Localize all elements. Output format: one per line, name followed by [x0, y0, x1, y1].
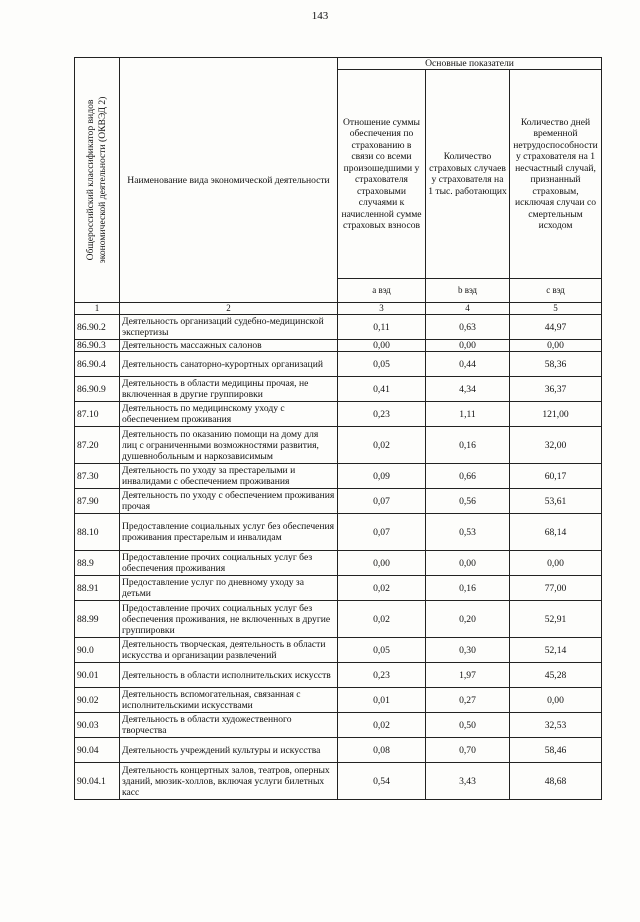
okved-code-cell: 90.01: [75, 663, 120, 688]
value-c-cell: 53,61: [510, 489, 602, 514]
value-a-cell: 0,23: [338, 663, 426, 688]
table-row: [75, 576, 602, 601]
value-c-cell: 58,46: [510, 738, 602, 763]
indicators-table: [74, 57, 602, 800]
col-b-symbol: b вэд: [426, 279, 510, 303]
okved-code-cell: 88.99: [75, 601, 120, 638]
activity-name-cell: Деятельность по уходу с обеспечением проживания прочая: [120, 489, 338, 514]
value-c-cell: 32,00: [510, 427, 602, 464]
table-body: [75, 315, 602, 800]
page-number: 143: [311, 10, 329, 22]
activity-name-cell: Деятельность в области медицины прочая, не включенная в другие группировки: [120, 377, 338, 402]
table-row: [75, 551, 602, 576]
value-b-cell: 0,00: [426, 551, 510, 576]
activity-name-cell: Предоставление услуг по дневному уходу за детьми: [120, 576, 338, 601]
activity-name-cell: Предоставление прочих социальных услуг без обеспечения проживания: [120, 551, 338, 576]
activity-name-cell: Деятельность вспомогательная, связанная с исполнительскими искусствами: [120, 688, 338, 713]
value-b-cell: 0,00: [426, 340, 510, 352]
value-a-cell: 0,02: [338, 601, 426, 638]
value-a-cell: 0,05: [338, 352, 426, 377]
column-number: 2: [120, 303, 338, 315]
okved-code-cell: 87.30: [75, 464, 120, 489]
value-c-cell: 36,37: [510, 377, 602, 402]
column-number: 4: [426, 303, 510, 315]
activity-name-cell: Предоставление социальных услуг без обеспечения проживания престарелым и инвалидам: [120, 514, 338, 551]
table-row: [75, 601, 602, 638]
table-row: [75, 352, 602, 377]
table-row: [75, 377, 602, 402]
value-a-cell: 0,02: [338, 713, 426, 738]
value-c-cell: 60,17: [510, 464, 602, 489]
okved-code-cell: 86.90.4: [75, 352, 120, 377]
activity-name-cell: Деятельность творческая, деятельность в области искусства и организации развлечений: [120, 638, 338, 663]
value-a-cell: 0,02: [338, 576, 426, 601]
activity-name-cell: Деятельность по оказанию помощи на дому для лиц с ограниченными возможностями развития, душевнобольным и наркозависимым: [120, 427, 338, 464]
value-a-cell: 0,01: [338, 688, 426, 713]
value-b-cell: 0,16: [426, 576, 510, 601]
value-c-cell: 45,28: [510, 663, 602, 688]
okved-code-cell: 86.90.2: [75, 315, 120, 340]
okved-code-cell: 88.91: [75, 576, 120, 601]
value-a-cell: 0,07: [338, 489, 426, 514]
value-c-cell: 48,68: [510, 763, 602, 800]
okved-code-cell: 86.90.9: [75, 377, 120, 402]
okved-header-label: Общероссийский классификатор видов экономической деятельности (ОКВЭД 2): [85, 96, 108, 264]
main-indicators-header: Основные показатели: [338, 58, 602, 70]
value-c-cell: 52,91: [510, 601, 602, 638]
value-a-cell: 0,09: [338, 464, 426, 489]
value-c-cell: 0,00: [510, 340, 602, 352]
activity-name-cell: Деятельность по уходу за престарелыми и инвалидами с обеспечением проживания: [120, 464, 338, 489]
table-row: [75, 464, 602, 489]
value-c-cell: 58,36: [510, 352, 602, 377]
activity-name-cell: Деятельность в области художественного творчества: [120, 713, 338, 738]
value-c-cell: 52,14: [510, 638, 602, 663]
value-b-cell: 0,53: [426, 514, 510, 551]
value-a-cell: 0,00: [338, 551, 426, 576]
value-b-cell: 0,30: [426, 638, 510, 663]
table-row: [75, 763, 602, 800]
activity-name-header: Наименование вида экономической деятельности: [120, 58, 338, 303]
value-b-cell: 3,43: [426, 763, 510, 800]
col-b-header: Количество страховых случаев у страхователя на 1 тыс. работающих: [426, 70, 510, 279]
table-row: [75, 315, 602, 340]
okved-code-cell: 87.20: [75, 427, 120, 464]
value-b-cell: 1,11: [426, 402, 510, 427]
table-row: [75, 402, 602, 427]
activity-name-cell: Деятельность по медицинскому уходу с обеспечением проживания: [120, 402, 338, 427]
value-b-cell: 0,63: [426, 315, 510, 340]
value-c-cell: 0,00: [510, 551, 602, 576]
value-b-cell: 4,34: [426, 377, 510, 402]
table-row: [75, 427, 602, 464]
activity-name-cell: Деятельность санаторно-курортных организаций: [120, 352, 338, 377]
table-row: [75, 663, 602, 688]
okved-header-cell: [75, 58, 120, 303]
okved-code-cell: 87.90: [75, 489, 120, 514]
value-a-cell: 0,00: [338, 340, 426, 352]
value-a-cell: 0,07: [338, 514, 426, 551]
value-a-cell: 0,08: [338, 738, 426, 763]
value-c-cell: 0,00: [510, 688, 602, 713]
column-number: 1: [75, 303, 120, 315]
activity-name-cell: Деятельность массажных салонов: [120, 340, 338, 352]
value-b-cell: 0,70: [426, 738, 510, 763]
value-b-cell: 0,66: [426, 464, 510, 489]
value-b-cell: 0,20: [426, 601, 510, 638]
col-a-header: Отношение суммы обеспечения по страхованию в связи со всеми произошедшими у страхователя страховыми случаями к начисленной сумме страховых взносов: [338, 70, 426, 279]
activity-name-cell: Предоставление прочих социальных услуг без обеспечения проживания, не включенных в другие группировки: [120, 601, 338, 638]
table-row: [75, 638, 602, 663]
value-b-cell: 0,16: [426, 427, 510, 464]
okved-code-cell: 90.04.1: [75, 763, 120, 800]
value-c-cell: 121,00: [510, 402, 602, 427]
activity-name-cell: Деятельность в области исполнительских искусств: [120, 663, 338, 688]
okved-code-cell: 90.03: [75, 713, 120, 738]
value-b-cell: 0,50: [426, 713, 510, 738]
okved-code-cell: 86.90.3: [75, 340, 120, 352]
column-number: 5: [510, 303, 602, 315]
col-c-symbol: c вэд: [510, 279, 602, 303]
okved-code-cell: 88.9: [75, 551, 120, 576]
value-a-cell: 0,54: [338, 763, 426, 800]
value-b-cell: 1,97: [426, 663, 510, 688]
activity-name-cell: Деятельность организаций судебно-медицинской экспертизы: [120, 315, 338, 340]
value-b-cell: 0,44: [426, 352, 510, 377]
table-row: [75, 489, 602, 514]
value-a-cell: 0,05: [338, 638, 426, 663]
activity-name-cell: Деятельность учреждений культуры и искусства: [120, 738, 338, 763]
table-row: [75, 713, 602, 738]
table-row: [75, 340, 602, 352]
value-a-cell: 0,11: [338, 315, 426, 340]
col-a-symbol: a вэд: [338, 279, 426, 303]
okved-code-cell: 90.0: [75, 638, 120, 663]
value-c-cell: 77,00: [510, 576, 602, 601]
value-c-cell: 68,14: [510, 514, 602, 551]
okved-code-cell: 87.10: [75, 402, 120, 427]
value-c-cell: 44,97: [510, 315, 602, 340]
value-a-cell: 0,02: [338, 427, 426, 464]
col-c-header: Количество дней временной нетрудоспособности у страхователя на 1 несчастный случай, признанный страховым, исключая случаи со смертельным исходом: [510, 70, 602, 279]
value-a-cell: 0,23: [338, 402, 426, 427]
value-a-cell: 0,41: [338, 377, 426, 402]
activity-name-cell: Деятельность концертных залов, театров, оперных зданий, мюзик-холлов, включая услуги билетных касс: [120, 763, 338, 800]
okved-code-cell: 90.02: [75, 688, 120, 713]
okved-code-cell: 90.04: [75, 738, 120, 763]
value-b-cell: 0,27: [426, 688, 510, 713]
value-b-cell: 0,56: [426, 489, 510, 514]
table-row: [75, 688, 602, 713]
column-number: 3: [338, 303, 426, 315]
table-row: [75, 738, 602, 763]
column-number-row: [75, 303, 602, 315]
okved-code-cell: 88.10: [75, 514, 120, 551]
value-c-cell: 32,53: [510, 713, 602, 738]
table-row: [75, 514, 602, 551]
